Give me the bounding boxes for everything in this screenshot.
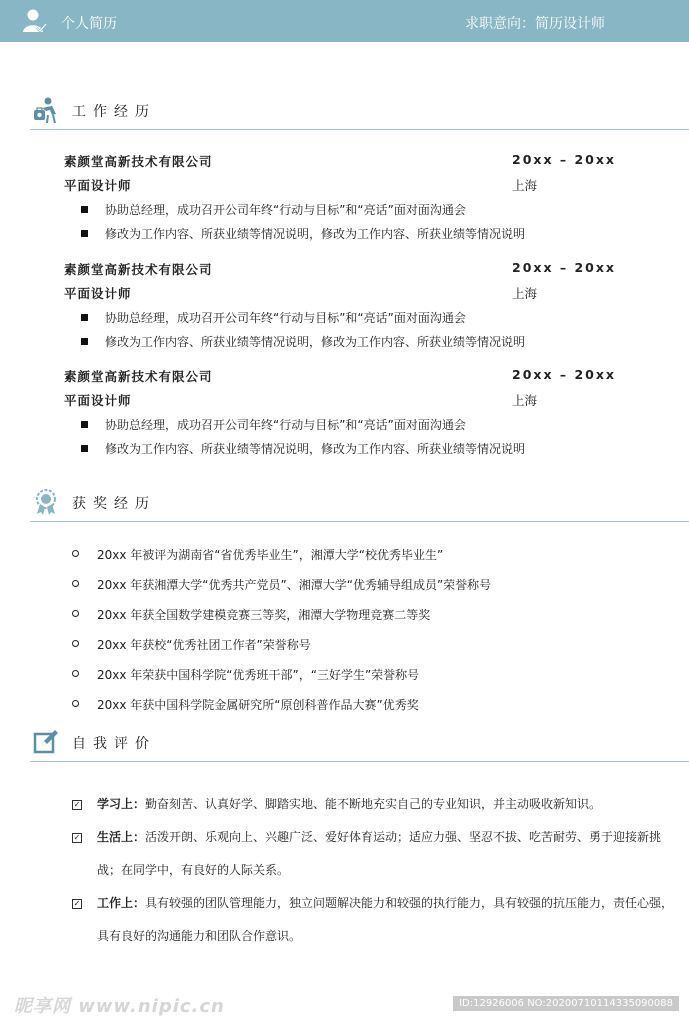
checkbox-icon: ✓ [73,833,81,842]
section-self-label: 自我评价 [72,736,156,752]
awards-list [70,540,491,720]
resume-title: 个人简历 [61,16,117,32]
job-place: 上海 [512,286,538,301]
job-duty: 修改为工作内容、所获业绩等情况说明，修改为工作内容、所获业绩等情况说明 [64,330,644,354]
company-name: 素颜堂高新技术有限公司 [64,369,213,384]
list-item: ✓ 学习上：勤奋刻苦、认真好学、脚踏实地、能不断地充实自己的专业知识，并主动吸收新知识。 [73,797,602,811]
watermark-logo: 昵享网 www.nipic.cn [14,996,225,1017]
checkbox-icon: ✓ [73,899,81,908]
bullet-square-icon [81,445,88,452]
image-id: ID:12926006 NO:20200710114335090088 [453,996,679,1011]
job-intent: 求职意向：简历设计师 [465,16,605,32]
job-period: 20xx – 20xx [512,260,616,275]
bullet-circle-icon [72,610,79,617]
edit-icon [32,728,60,756]
section-work [30,96,689,130]
list-item: 20xx 年获湘潭大学“优秀共产党员”、湘潭大学“优秀辅导组成员”荣誉称号 [70,570,491,600]
bullet-square-icon [81,338,88,345]
list-item: 20xx 年荣获中国科学院“优秀班干部”，“三好学生”荣誉称号 [70,660,491,690]
job-role: 平面设计师 [64,393,132,408]
job-entry [64,365,644,461]
job-place: 上海 [512,393,538,408]
section-self [30,728,689,762]
section-awards-label: 获奖经历 [72,496,156,512]
bullet-square-icon [81,421,88,428]
bullet-circle-icon [72,700,79,707]
list-item: ✓ 生活上：活泼开朗、乐观向上、兴趣广泛、爱好体育运动；适应力强、坚忍不拔、吃苦耐劳、勇于迎接新挑战；在同学中，有良好的人际关系。 [73,830,662,877]
checkbox-icon: ✓ [73,800,81,809]
bullet-square-icon [81,314,88,321]
bullet-circle-icon [72,550,79,557]
section-awards [30,488,689,522]
company-name: 素颜堂高新技术有限公司 [64,262,213,277]
job-duty: 协助总经理，成功召开公司年终“行动与目标”和“亮话”面对面沟通会 [64,198,644,222]
company-name: 素颜堂高新技术有限公司 [64,154,213,169]
user-icon [22,8,48,34]
job-duty: 协助总经理，成功召开公司年终“行动与目标”和“亮话”面对面沟通会 [64,306,644,330]
job-entry [64,150,644,246]
evaluation-list [70,788,680,953]
job-duty: 协助总经理，成功召开公司年终“行动与目标”和“亮话”面对面沟通会 [64,413,644,437]
job-period: 20xx – 20xx [512,367,616,382]
list-item: ✓ 工作上：具有较强的团队管理能力，独立问题解决能力和较强的执行能力，具有较强的抗压能力，责任心强，具有良好的沟通能力和团队合作意识。 [73,896,674,943]
job-role: 平面设计师 [64,178,132,193]
header-bar [0,0,689,42]
job-period: 20xx – 20xx [512,152,616,167]
briefcase-person-icon [32,96,60,124]
bullet-square-icon [81,206,88,213]
job-role: 平面设计师 [64,286,132,301]
section-work-label: 工作经历 [72,104,156,120]
job-duty: 修改为工作内容、所获业绩等情况说明，修改为工作内容、所获业绩等情况说明 [64,437,644,461]
list-item: 20xx 年被评为湖南省“省优秀毕业生”，湘潭大学“校优秀毕业生” [70,540,491,570]
bullet-circle-icon [72,640,79,647]
list-item: 20xx 年获全国数学建模竞赛三等奖，湘潭大学物理竞赛二等奖 [70,600,491,630]
job-place: 上海 [512,178,538,193]
list-item: 20xx 年获中国科学院金属研究所“原创科普作品大赛”优秀奖 [70,690,491,720]
list-item: 20xx 年获校“优秀社团工作者”荣誉称号 [70,630,491,660]
medal-icon [32,488,60,516]
bullet-circle-icon [72,670,79,677]
job-entry [64,258,644,354]
bullet-square-icon [81,230,88,237]
bullet-circle-icon [72,580,79,587]
job-duty: 修改为工作内容、所获业绩等情况说明，修改为工作内容、所获业绩等情况说明 [64,222,644,246]
